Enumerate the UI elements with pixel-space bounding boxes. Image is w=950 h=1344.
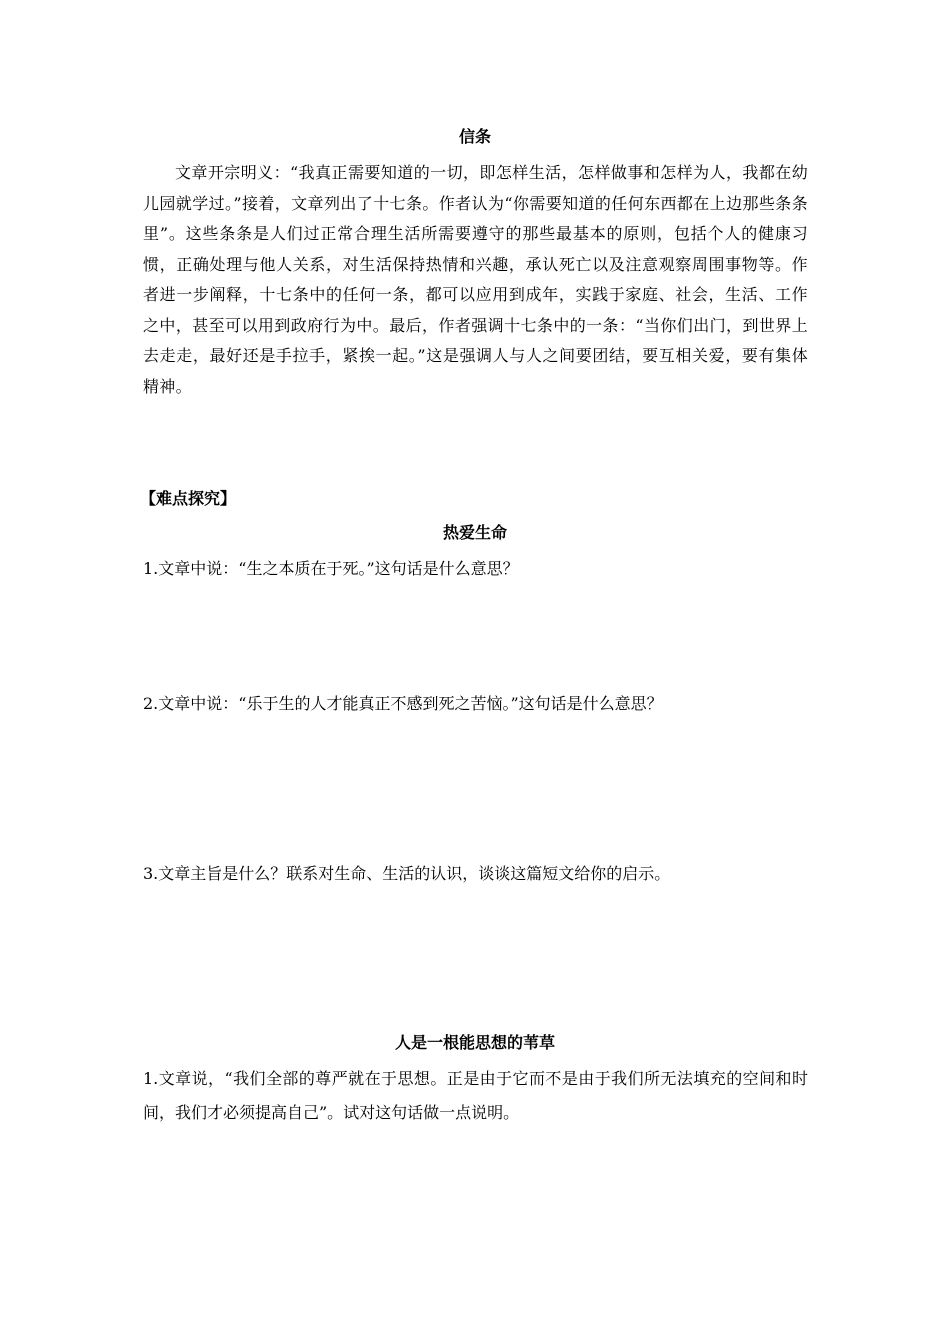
reai-question-3: 3.文章主旨是什么？联系对生命、生活的认识，谈谈这篇短文给你的启示。 [143, 864, 671, 883]
section-title-xintiao: 信条 [458, 127, 491, 146]
section-title-weicao: 人是一根能思想的苇草 [394, 1033, 555, 1052]
section-title-reai: 热爱生命 [442, 523, 507, 542]
weicao-question-1: 1.文章说，“我们全部的尊严就在于思想。正是由于它而不是由于我们所无法填充的空间和时间，我们才必须提高自己”。试对这句话做一点说明。 [143, 1069, 808, 1122]
reai-question-1: 1.文章中说：“生之本质在于死。”这句话是什么意思？ [143, 559, 519, 578]
difficulty-exploration-header: 【难点探究】 [140, 489, 237, 508]
xintiao-paragraph: 文章开宗明义：“我真正需要知道的一切，即怎样生活，怎样做事和怎样为人，我都在幼儿园就学过。”接着，文章列出了十七条。作者认为“你需要知道的任何东西都在上边那些条条里”。这些条条是人们过正常合理生活所需要遵守的那些最基本的原则，包括个人的健康习惯，正确处理与他人关系，对生活保持热情和兴趣，承认死亡以及注意观察周围事物等。作者进一步阐释，十七条中的任何一条，都可以应用到成年，实践于家庭、社会，生活、工作之中，甚至可以用到政府行为中。最后，作者强调十七条中的一条：“当你们出门，到世界上去走走，最好还是手拉手，紧挨一起。”这是强调人与人之间要团结，要互相关爱，要有集体精神。 [143, 163, 808, 396]
reai-question-2: 2.文章中说：“乐于生的人才能真正不感到死之苦恼。”这句话是什么意思？ [143, 694, 663, 713]
